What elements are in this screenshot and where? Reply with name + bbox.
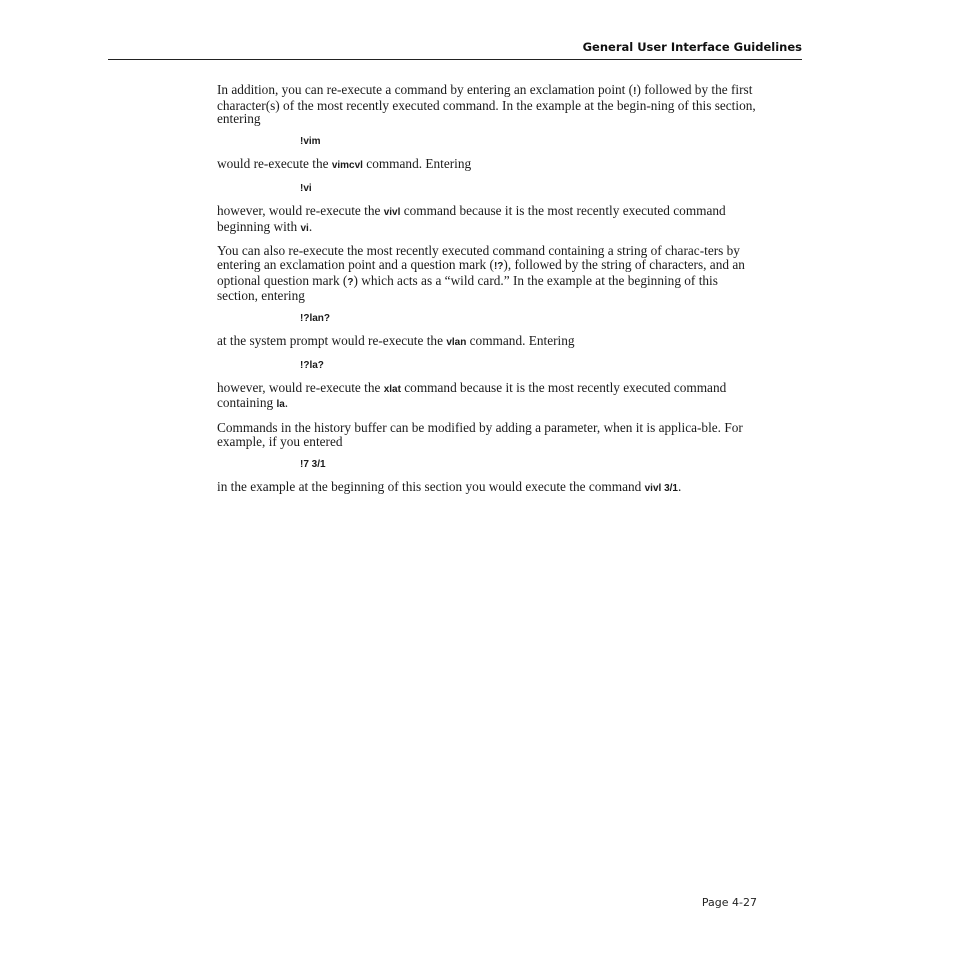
text: command because it is the most recently executed command beginning with bbox=[217, 202, 726, 234]
text: ) which acts as a “wild card.” In the example at the beginning of this section, entering bbox=[217, 272, 718, 304]
command-example: !?la? bbox=[300, 359, 324, 371]
command-example: !?lan? bbox=[300, 313, 330, 325]
running-header-title: General User Interface Guidelines bbox=[582, 40, 802, 54]
command-example: !vi bbox=[300, 182, 312, 194]
text: however, would re-execute the bbox=[217, 379, 384, 395]
text: command. Entering bbox=[362, 156, 472, 172]
inline-code: vimcvl bbox=[331, 160, 363, 172]
text: . bbox=[677, 478, 682, 494]
paragraph-example-result bbox=[217, 480, 757, 496]
paragraph-would-re-execute bbox=[217, 157, 757, 173]
text: . bbox=[308, 218, 313, 234]
command-example: !7 3/1 bbox=[300, 458, 326, 470]
paragraph-re-execute-exclamation bbox=[217, 83, 757, 126]
text: In addition, you can re-execute a command by entering an exclamation point ( bbox=[217, 82, 634, 97]
inline-code: vlan bbox=[446, 337, 467, 349]
text: command. Entering bbox=[466, 333, 575, 349]
text: You can also re-execute the most recently executed command containing a string of charac-ters by entering an exclamation point and a question mark ( bbox=[217, 243, 740, 272]
text: command because it is the most recently executed command containing bbox=[217, 379, 727, 411]
inline-code: ! bbox=[633, 86, 637, 97]
text: would re-execute the bbox=[217, 156, 332, 172]
paragraph-however-vivl bbox=[217, 204, 757, 235]
text: ), followed by the string of characters, and an optional question mark ( bbox=[217, 256, 745, 288]
paragraph-string-search bbox=[217, 244, 757, 303]
text: at the system prompt would re-execute the bbox=[217, 333, 447, 349]
text: however, would re-execute the bbox=[217, 202, 384, 218]
body-text bbox=[217, 83, 757, 504]
page-number: Page 4-27 bbox=[701, 896, 757, 909]
text: Commands in the history buffer can be modified by adding a parameter, when it is applica-ble. For example, if you entered bbox=[217, 420, 743, 449]
text: in the example at the beginning of this section you would execute the command bbox=[217, 478, 645, 494]
paragraph-system-prompt bbox=[217, 334, 757, 350]
text: ) followed by the first character(s) of the most recently executed command. In the example at the begin-ning of this section, entering bbox=[217, 82, 756, 127]
inline-code: vi bbox=[300, 222, 309, 234]
paragraph-however-xlat bbox=[217, 381, 757, 412]
inline-code: !? bbox=[493, 260, 504, 272]
command-example: !vim bbox=[300, 136, 321, 148]
inline-code: vivl 3/1 bbox=[644, 482, 678, 494]
inline-code: la bbox=[276, 399, 285, 411]
inline-code: vivl bbox=[383, 206, 401, 218]
inline-code: ? bbox=[347, 276, 354, 288]
text: . bbox=[284, 395, 289, 411]
header-rule bbox=[108, 59, 802, 60]
inline-code: xlat bbox=[383, 383, 401, 395]
paragraph-history-buffer bbox=[217, 421, 757, 448]
